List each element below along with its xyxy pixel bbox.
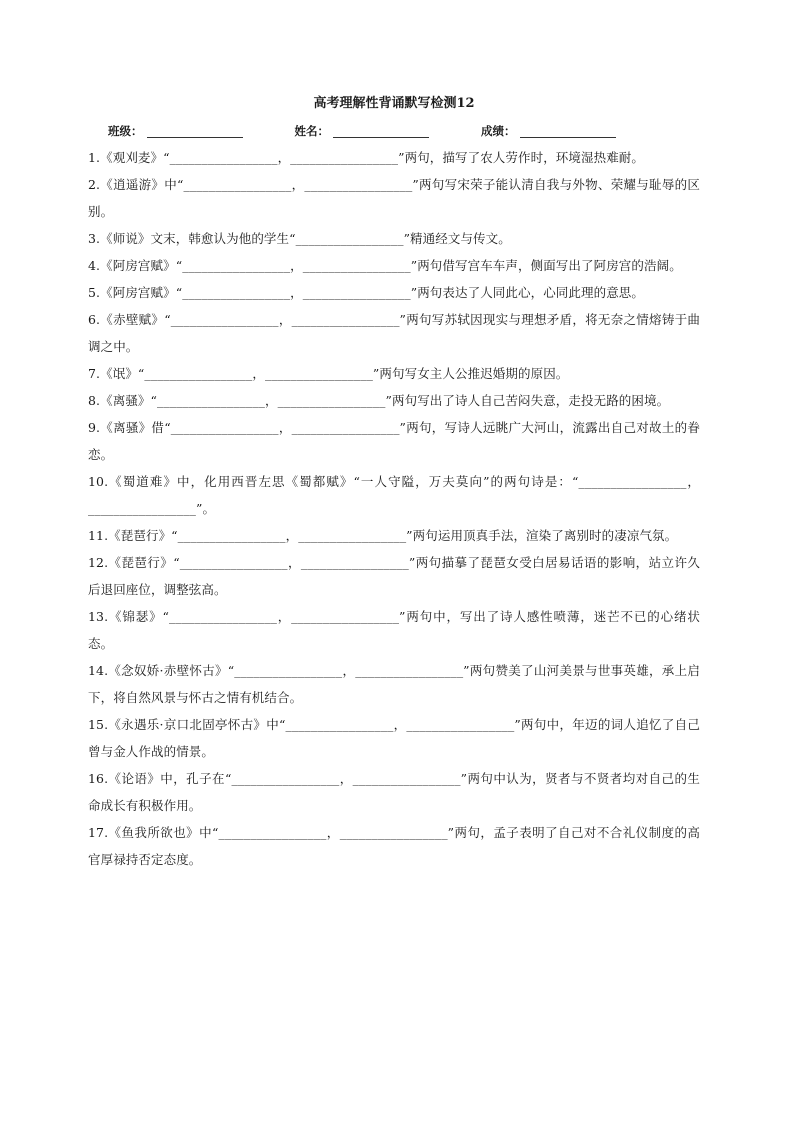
question-item: 15.《永遇乐·京口北固亭怀古》中“_________________，_________________”两句中，年迈的词人追忆了自己曾与金人作战的情景。 bbox=[88, 717, 700, 759]
question-item: 2.《逍遥游》中“_________________，_________________”两句写宋荣子能认清自我与外物、荣耀与耻辱的区别。 bbox=[88, 177, 700, 219]
student-info-row bbox=[88, 120, 700, 142]
question-item: 1.《观刈麦》“_________________，_________________”两句，描写了农人劳作时，环境湿热难耐。 bbox=[88, 150, 645, 165]
worksheet-page bbox=[88, 94, 700, 873]
question-item: 7.《氓》“_________________，_________________”两句写女主人公推迟婚期的原因。 bbox=[88, 366, 569, 381]
class-blank[interactable] bbox=[147, 123, 243, 138]
question-item: 3.《师说》文末，韩愈认为他的学生“_________________”精通经文与传文。 bbox=[88, 231, 511, 246]
question-item: 6.《赤壁赋》“_________________，_________________”两句写苏轼因现实与理想矛盾，将无奈之情熔铸于曲调之中。 bbox=[88, 312, 700, 354]
name-blank[interactable] bbox=[333, 123, 429, 138]
question-item: 10.《蜀道难》中，化用西晋左思《蜀都赋》“一人守隘，万夫莫向”的两句诗是：“_________________，_________________”。 bbox=[88, 474, 700, 516]
score-label: 成绩： bbox=[481, 124, 516, 138]
page-title: 高考理解性背诵默写检测12 bbox=[313, 96, 475, 111]
name-field bbox=[295, 120, 430, 142]
question-item: 14.《念奴娇·赤壁怀古》“_________________，_________________”两句赞美了山河美景与世事英雄，承上启下，将自然风景与怀古之情有机结合。 bbox=[88, 663, 700, 705]
class-field bbox=[108, 120, 243, 142]
name-label: 姓名： bbox=[294, 124, 329, 138]
question-item: 11.《琵琶行》“_________________，_________________”两句运用顶真手法，渲染了离别时的凄凉气氛。 bbox=[88, 528, 678, 543]
question-item: 12.《琵琶行》“_________________，_________________”两句描摹了琵琶女受白居易话语的影响，站立许久后退回座位，调整弦高。 bbox=[88, 555, 700, 597]
score-blank[interactable] bbox=[520, 123, 616, 138]
question-item: 5.《阿房宫赋》“_________________，_________________”两句表达了人同此心，心同此理的意思。 bbox=[88, 285, 645, 300]
question-item: 8.《离骚》“_________________，_________________”两句写出了诗人自己苦闷失意，走投无路的困境。 bbox=[88, 393, 670, 408]
question-item: 9.《离骚》借“_________________，_________________”两句，写诗人远眺广大河山，流露出自己对故土的眷恋。 bbox=[88, 420, 700, 462]
score-field bbox=[481, 120, 616, 142]
question-item: 16.《论语》中，孔子在“_________________，_________________”两句中认为，贤者与不贤者均对自己的生命成长有积极作用。 bbox=[88, 771, 700, 813]
class-label: 班级： bbox=[108, 124, 143, 138]
question-list bbox=[88, 144, 700, 873]
question-item: 17.《鱼我所欲也》中“_________________，_________________”两句，孟子表明了自己对不合礼仪制度的高官厚禄持否定态度。 bbox=[88, 825, 700, 867]
question-item: 4.《阿房宫赋》“_________________，_________________”两句借写宫车车声，侧面写出了阿房宫的浩阔。 bbox=[88, 258, 682, 273]
question-item: 13.《锦瑟》“_________________，_________________”两句中，写出了诗人感性喷薄，迷芒不已的心绪状态。 bbox=[88, 609, 700, 651]
